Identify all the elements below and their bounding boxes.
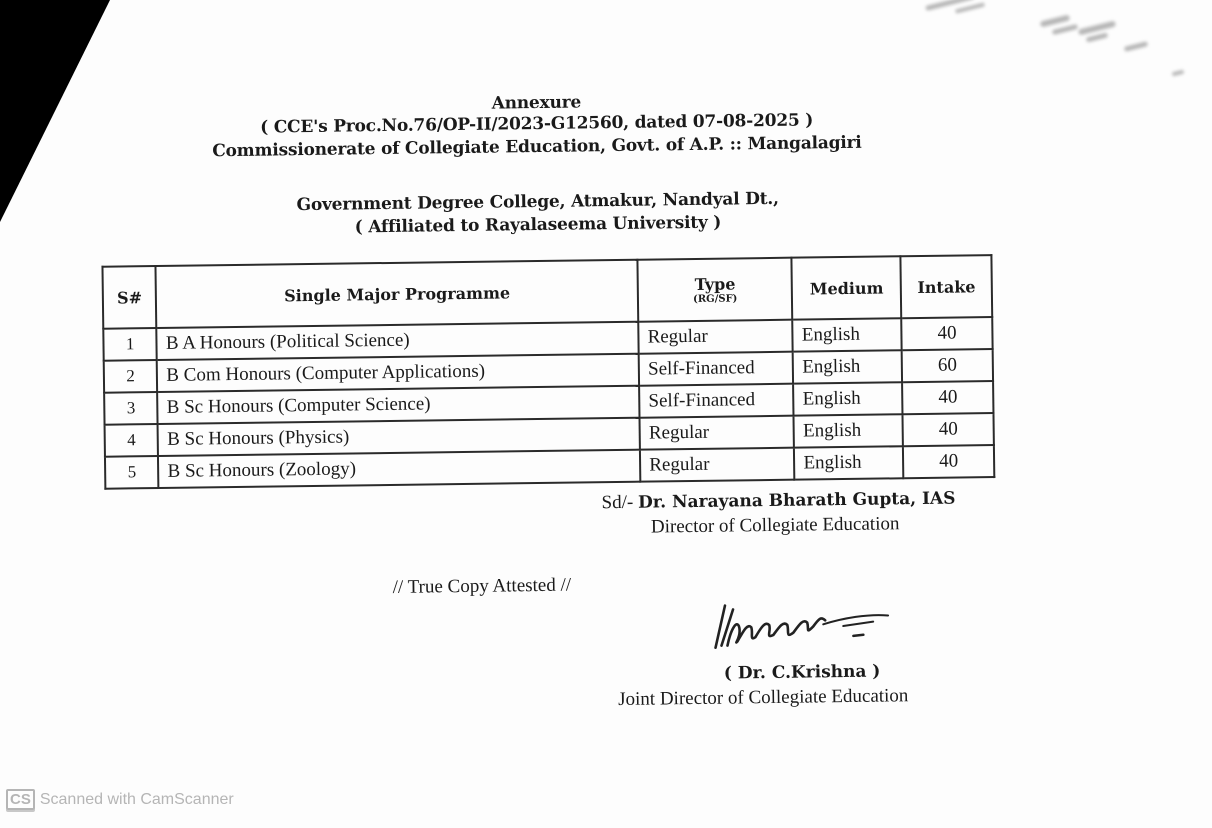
document-title: Annexure bbox=[491, 92, 582, 114]
cell-medium: English bbox=[793, 382, 902, 415]
true-copy-attested: // True Copy Attested // bbox=[392, 574, 572, 598]
column-header-sno: S# bbox=[102, 266, 156, 329]
cell-intake: 60 bbox=[902, 349, 993, 382]
programme-table bbox=[101, 254, 995, 490]
cell-sno: 5 bbox=[105, 456, 159, 489]
college-name: Government Degree College, Atmakur, Nandyal Dt., bbox=[296, 188, 779, 216]
joint-director-name: ( Dr. C.Krishna ) bbox=[723, 661, 881, 684]
cell-programme: B A Honours (Political Science) bbox=[157, 322, 639, 360]
cell-medium: English bbox=[794, 414, 903, 447]
column-header-type-label: Type bbox=[694, 274, 736, 294]
cell-medium: English bbox=[793, 318, 902, 351]
joint-director-title: Joint Director of Collegiate Education bbox=[618, 685, 909, 711]
column-header-medium: Medium bbox=[792, 256, 902, 319]
column-header-type bbox=[638, 258, 793, 322]
director-title: Director of Collegiate Education bbox=[650, 513, 900, 538]
proceedings-reference: ( CCE's Proc.No.76/OP-II/2023-G12560, dated 07-08-2025 ) bbox=[260, 110, 814, 138]
cell-intake: 40 bbox=[901, 317, 992, 350]
cell-programme: B Sc Honours (Physics) bbox=[158, 418, 640, 456]
table-header-row bbox=[102, 255, 992, 329]
cell-medium: English bbox=[794, 446, 903, 479]
column-header-programme: Single Major Programme bbox=[156, 260, 639, 328]
cell-programme: B Sc Honours (Computer Science) bbox=[158, 386, 640, 424]
camscanner-text: Scanned with CamScanner bbox=[39, 790, 234, 808]
cell-medium: English bbox=[793, 350, 902, 383]
director-name: Dr. Narayana Bharath Gupta, IAS bbox=[637, 488, 956, 513]
handwritten-signature bbox=[703, 595, 904, 658]
cell-type: Regular bbox=[640, 448, 795, 482]
cell-intake: 40 bbox=[903, 445, 994, 478]
cell-intake: 40 bbox=[902, 381, 993, 414]
commissionerate-line: Commissionerate of Collegiate Education, Govt. of A.P. :: Mangalagiri bbox=[212, 132, 862, 162]
cell-sno: 2 bbox=[104, 360, 158, 393]
cell-type: Regular bbox=[638, 320, 793, 354]
cell-type: Regular bbox=[640, 416, 795, 450]
university-affiliation: ( Affiliated to Rayalaseema University ) bbox=[354, 212, 722, 238]
director-signature-line bbox=[601, 488, 955, 515]
cell-programme: B Com Honours (Computer Applications) bbox=[157, 354, 639, 392]
cell-intake: 40 bbox=[903, 413, 994, 446]
sd-prefix: Sd/- bbox=[601, 491, 634, 514]
cell-type: Self-Financed bbox=[639, 384, 794, 418]
cell-sno: 4 bbox=[105, 424, 159, 457]
cell-sno: 3 bbox=[104, 392, 158, 425]
cell-sno: 1 bbox=[103, 328, 157, 361]
column-header-intake: Intake bbox=[901, 255, 993, 318]
cell-programme: B Sc Honours (Zoology) bbox=[158, 450, 640, 488]
column-header-type-sub: (RG/SF) bbox=[693, 293, 738, 305]
cell-type: Self-Financed bbox=[639, 352, 794, 386]
camscanner-watermark bbox=[6, 789, 234, 810]
camscanner-logo-icon: CS bbox=[6, 789, 35, 810]
